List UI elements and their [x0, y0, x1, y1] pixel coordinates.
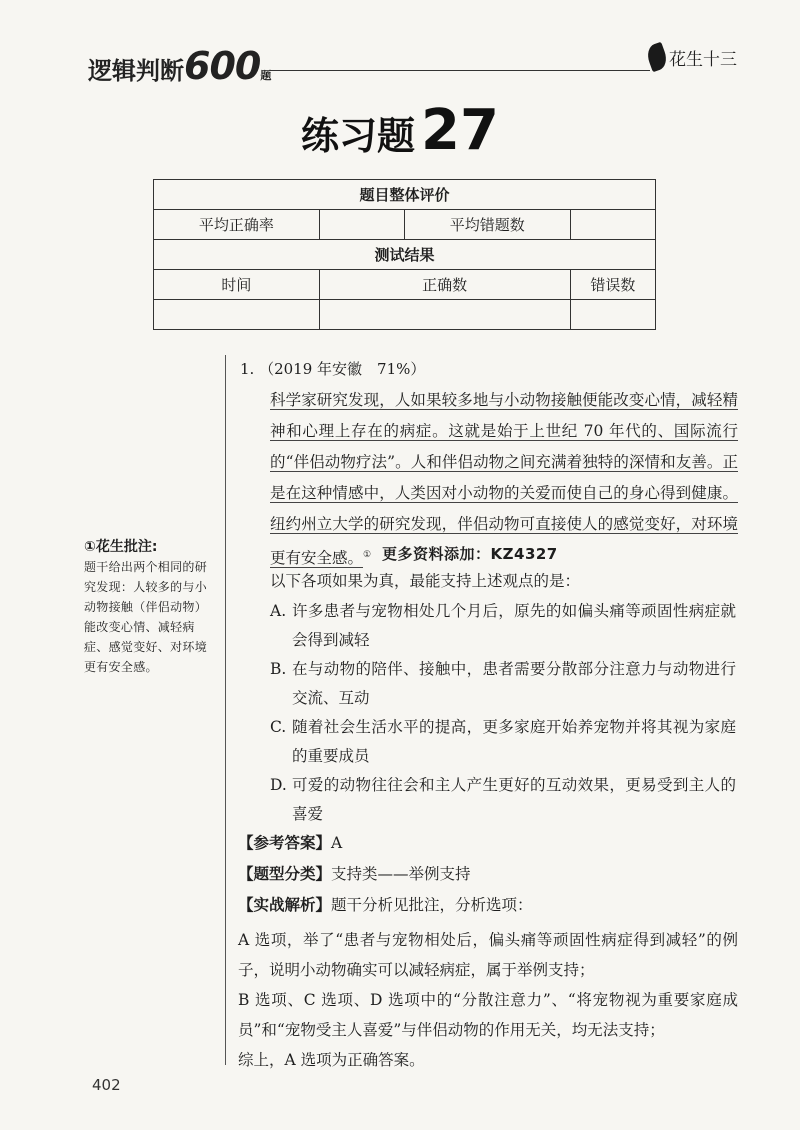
book-title-text: 逻辑判断 [88, 57, 184, 85]
page-title-prefix: 练习题 [301, 114, 416, 158]
analysis-intro: 题干分析见批注，分析选项： [331, 896, 533, 914]
avg-errors-cell[interactable] [570, 210, 655, 240]
author-mark-text: 花生十三 [669, 49, 737, 70]
option-text: 可爱的动物往往会和主人产生更好的互动效果，更易受到主人的喜爱 [292, 776, 736, 823]
option-d[interactable] [270, 771, 736, 829]
option-c[interactable] [270, 713, 736, 771]
avg-correct-cell[interactable] [319, 210, 404, 240]
ref-answer-value: A [331, 834, 343, 852]
question-header [240, 358, 425, 379]
reference-answer [238, 829, 342, 857]
wrong-count-cell[interactable] [570, 300, 655, 330]
option-b[interactable] [270, 655, 736, 713]
header-rule [270, 70, 650, 71]
table-section-overall: 题目整体评价 [154, 180, 656, 210]
correct-count-cell[interactable] [319, 300, 570, 330]
analysis-body [238, 925, 738, 1075]
passage-text: 科学家研究发现，人如果较多地与小动物接触便能改变心情，减轻精神和心理上存在的病症。这就是始于上世纪 70 年代的、国际流行的“伴侣动物疗法”。人和伴侣动物之间充满着独特的深情和友善。正是在这种情感中，人类因对小动物的关爱而使自己的身心得到健康。纽约州立大学的研究发现，伴侣动物可直接使人的感觉变好，对环境更有安全感。 [270, 391, 738, 568]
option-label: A. [270, 602, 287, 620]
watermark-ad: 更多资料添加：KZ4327 [382, 545, 558, 563]
type-label: 【题型分类】 [238, 864, 332, 883]
option-text: 许多患者与宠物相处几个月后，原先的如偏头痛等顽固性病症就会得到减轻 [292, 602, 736, 649]
col-time-header: 时间 [154, 270, 320, 300]
footnote-mark: ① [363, 550, 372, 560]
analysis-heading [238, 891, 533, 919]
option-label: B. [270, 660, 287, 678]
question-type [238, 860, 471, 888]
option-label: C. [270, 718, 287, 736]
option-a[interactable] [270, 597, 736, 655]
avg-errors-label: 平均错题数 [404, 210, 570, 240]
peanut-leaf-icon [644, 42, 670, 73]
question-number: 1. [240, 360, 255, 378]
evaluation-table [153, 179, 656, 330]
author-mark [648, 44, 737, 70]
page-number: 402 [92, 1076, 121, 1094]
option-text: 在与动物的陪伴、接触中，患者需要分散部分注意力与动物进行交流、互动 [292, 660, 736, 707]
time-cell[interactable] [154, 300, 320, 330]
analysis-label: 【实战解析】 [238, 895, 332, 914]
analysis-option-a: A 选项，举了“患者与宠物相处后，偏头痛等顽固性病症得到减轻”的例子，说明小动物确实可以减轻病症，属于举例支持； [238, 931, 738, 979]
book-title [88, 44, 271, 88]
col-wrong-header: 错误数 [570, 270, 655, 300]
book-number: 600 [184, 44, 261, 88]
margin-divider [225, 355, 226, 1065]
table-section-results: 测试结果 [154, 240, 656, 270]
note-body: 题干给出两个相同的研究发现：人较多的与小动物接触（伴侣动物）能改变心情、减轻病症、感觉变好、对环境更有安全感。 [84, 560, 208, 674]
analysis-summary: 综上，A 选项为正确答案。 [238, 1051, 425, 1069]
option-text: 随着社会生活水平的提高，更多家庭开始养宠物并将其视为家庭的重要成员 [292, 718, 736, 765]
book-suffix: 题 [260, 69, 272, 82]
analysis-option-bcd: B 选项、C 选项、D 选项中的“分散注意力”、“将宠物视为重要家庭成员”和“宠物受主人喜爱”与伴侣动物的作用无关，均无法支持； [238, 991, 738, 1039]
type-value: 支持类——举例支持 [331, 865, 471, 883]
question-stem: 以下各项如果为真，最能支持上述观点的是： [270, 572, 581, 590]
ref-answer-label: 【参考答案】 [238, 833, 332, 852]
col-correct-header: 正确数 [319, 270, 570, 300]
page-title-number: 27 [421, 98, 499, 163]
note-title: ①花生批注: [84, 539, 158, 555]
question-source: （2019 年安徽 71%） [259, 360, 426, 378]
avg-correct-label: 平均正确率 [154, 210, 320, 240]
page-title [0, 98, 800, 163]
option-label: D. [270, 776, 287, 794]
